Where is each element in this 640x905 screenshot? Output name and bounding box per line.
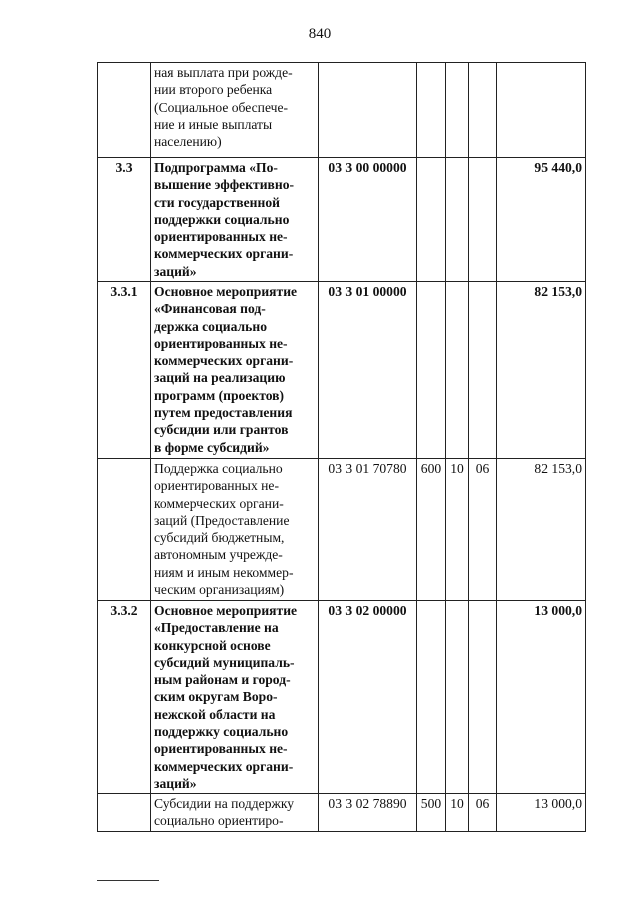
row-code: 3.3 [98, 158, 151, 282]
row-name: Основное мероприятие «Предоставление на конкурсной основе субсидий муниципаль- ным районам и город- ским округам Воро- нежской области на поддержку социально ориентированных не- коммерческих органи- заций» [151, 601, 319, 794]
budget-table-body [98, 63, 586, 832]
page-number: 840 [308, 26, 332, 42]
row-amount: 13 000,0 [497, 794, 586, 832]
row-name: Подпрограмма «По- вышение эффективно- сти государственной поддержки социально ориентированных не- коммерческих органи- заций» [151, 158, 319, 282]
row-code [98, 459, 151, 601]
footnote-separator [97, 880, 159, 881]
budget-table [97, 62, 586, 832]
row-expense-type [417, 601, 446, 794]
row-expense-type: 600 [417, 459, 446, 601]
table-row [98, 794, 586, 832]
table-row [98, 282, 586, 459]
row-expense-type [417, 282, 446, 459]
table-row [98, 63, 586, 158]
row-expense-type [417, 63, 446, 158]
table-row [98, 459, 586, 601]
row-section: 10 [446, 794, 469, 832]
row-amount: 82 153,0 [497, 282, 586, 459]
row-target-article [319, 63, 417, 158]
table-row [98, 601, 586, 794]
row-target-article: 03 3 00 00000 [319, 158, 417, 282]
row-amount: 95 440,0 [497, 158, 586, 282]
row-name: Субсидии на поддержку социально ориентиро- [151, 794, 319, 832]
row-amount: 82 153,0 [497, 459, 586, 601]
row-expense-type: 500 [417, 794, 446, 832]
table-row [98, 158, 586, 282]
row-section [446, 158, 469, 282]
row-subsection [469, 158, 497, 282]
row-code [98, 63, 151, 158]
row-name: Поддержка социально ориентированных не- коммерческих органи- заций (Предоставление субсидий бюджетным, автономным учрежде- ниям и иным некоммер- ческим организациям) [151, 459, 319, 601]
row-subsection: 06 [469, 794, 497, 832]
row-subsection [469, 63, 497, 158]
row-code [98, 794, 151, 832]
row-amount [497, 63, 586, 158]
row-code: 3.3.2 [98, 601, 151, 794]
row-target-article: 03 3 02 78890 [319, 794, 417, 832]
row-code: 3.3.1 [98, 282, 151, 459]
row-amount: 13 000,0 [497, 601, 586, 794]
row-name: Основное мероприятие «Финансовая под- держка социально ориентированных не- коммерческих органи- заций на реализацию программ (проектов) путем предоставления субсидии или грантов в форме субсидий» [151, 282, 319, 459]
row-expense-type [417, 158, 446, 282]
row-section: 10 [446, 459, 469, 601]
row-subsection: 06 [469, 459, 497, 601]
row-target-article: 03 3 01 00000 [319, 282, 417, 459]
row-subsection [469, 601, 497, 794]
row-section [446, 282, 469, 459]
row-target-article: 03 3 01 70780 [319, 459, 417, 601]
row-name: ная выплата при рожде- нии второго ребенка (Социальное обеспече- ние и иные выплаты населению) [151, 63, 319, 158]
row-subsection [469, 282, 497, 459]
row-section [446, 63, 469, 158]
row-target-article: 03 3 02 00000 [319, 601, 417, 794]
row-section [446, 601, 469, 794]
